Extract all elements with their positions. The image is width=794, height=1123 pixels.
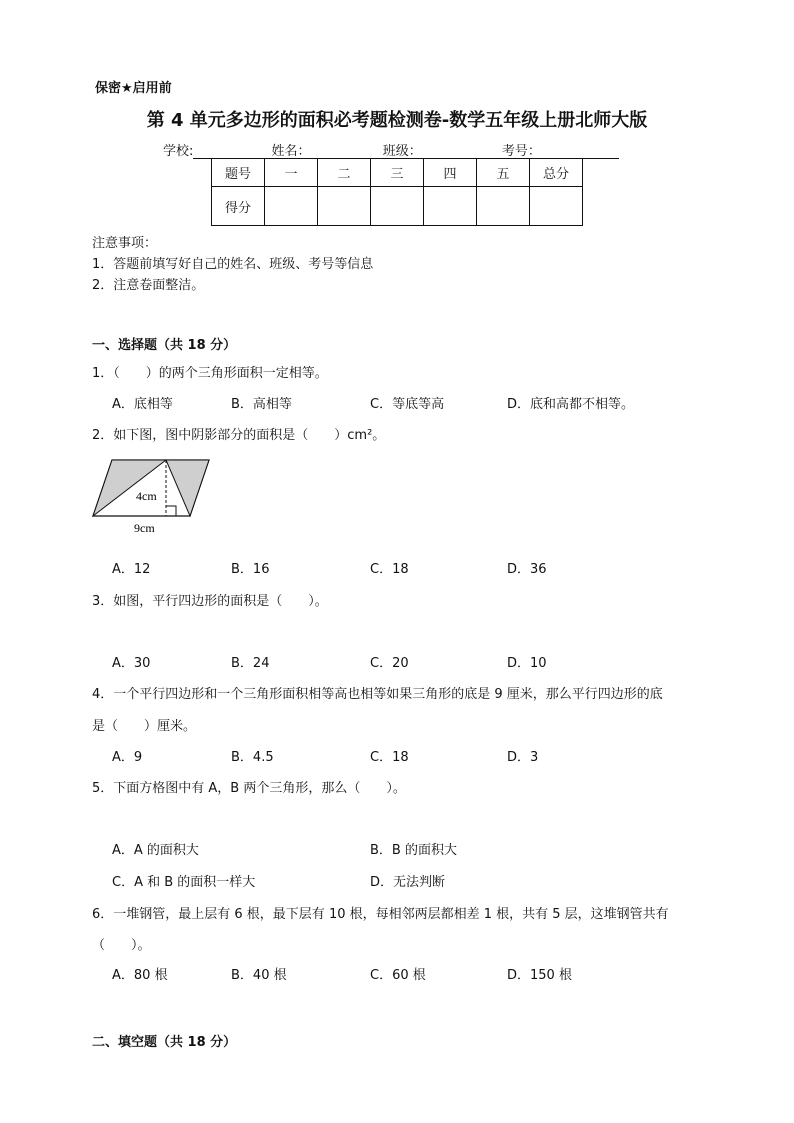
question-1-stem: 1．（ ）的两个三角形面积一定相等。 xyxy=(92,366,328,381)
q2-option-d[interactable]: D．36 xyxy=(507,562,547,577)
q4-option-a[interactable]: A．9 xyxy=(112,750,143,765)
table-cell: 三 xyxy=(371,159,424,187)
score-cell[interactable] xyxy=(477,187,530,226)
q3-option-b[interactable]: B．24 xyxy=(231,656,270,671)
table-cell: 二 xyxy=(318,159,371,187)
note-item: 2．注意卷面整洁。 xyxy=(92,278,205,293)
score-table xyxy=(211,158,583,226)
q1-option-c[interactable]: C．等底等高 xyxy=(370,397,445,412)
table-cell: 五 xyxy=(477,159,530,187)
question-3-stem: 3．如图，平行四边形的面积是（ ）。 xyxy=(92,594,328,609)
score-table-header-row xyxy=(212,159,583,187)
confidential-label: 保密★启用前 xyxy=(95,81,172,96)
school-blank xyxy=(193,144,267,159)
note-item: 1．答题前填写好自己的姓名、班级、考号等信息 xyxy=(92,257,374,272)
q6-option-d[interactable]: D．150 根 xyxy=(507,968,572,983)
table-cell: 四 xyxy=(424,159,477,187)
q2-option-a[interactable]: A．12 xyxy=(112,562,151,577)
table-cell: 总分 xyxy=(530,159,583,187)
score-cell[interactable] xyxy=(265,187,318,226)
q2-option-c[interactable]: C．18 xyxy=(370,562,409,577)
q3-option-d[interactable]: D．10 xyxy=(507,656,547,671)
student-info-line xyxy=(163,140,619,159)
q4-option-d[interactable]: D．3 xyxy=(507,750,539,765)
exam-number-blank xyxy=(541,144,619,159)
school-label: 学校: xyxy=(163,144,194,159)
question-6-stem-line-2: （ ）。 xyxy=(92,938,151,953)
question-4-stem-line-1: 4．一个平行四边形和一个三角形面积相等高也相等如果三角形的底是 9 厘米，那么平行四边形的底 xyxy=(92,687,663,702)
q4-option-b[interactable]: B．4.5 xyxy=(231,750,274,765)
exam-title: 第 4 单元多边形的面积必考题检测卷-数学五年级上册北师大版 xyxy=(146,110,648,131)
question-2-stem: 2．如下图，图中阴影部分的面积是（ ）cm²。 xyxy=(92,428,386,443)
q5-option-c[interactable]: C．A 和 B 的面积一样大 xyxy=(112,875,256,890)
score-cell[interactable] xyxy=(424,187,477,226)
parallelogram-figure xyxy=(90,454,215,539)
question-5-stem: 5．下面方格图中有 A，B 两个三角形，那么（ ）。 xyxy=(92,781,406,796)
q1-option-a[interactable]: A．底相等 xyxy=(112,397,173,412)
class-blank xyxy=(422,144,498,159)
score-cell[interactable] xyxy=(530,187,583,226)
q2-option-b[interactable]: B．16 xyxy=(231,562,270,577)
score-cell[interactable] xyxy=(318,187,371,226)
table-cell: 一 xyxy=(265,159,318,187)
notes-title: 注意事项： xyxy=(92,236,158,251)
name-label: 姓名： xyxy=(271,144,311,159)
q6-option-c[interactable]: C．60 根 xyxy=(370,968,426,983)
q1-option-b[interactable]: B．高相等 xyxy=(231,397,292,412)
table-cell: 得分 xyxy=(212,187,265,226)
table-cell: 题号 xyxy=(212,159,265,187)
class-label: 班级： xyxy=(382,144,422,159)
height-label: 4cm xyxy=(136,489,157,503)
score-table-score-row xyxy=(212,187,583,226)
q5-option-a[interactable]: A．A 的面积大 xyxy=(112,843,199,858)
score-cell[interactable] xyxy=(371,187,424,226)
q5-option-d[interactable]: D．无法判断 xyxy=(370,875,446,890)
question-6-stem-line-1: 6．一堆钢管，最上层有 6 根，最下层有 10 根，每相邻两层都相差 1 根，共有 5 层，这堆钢管共有 xyxy=(92,907,669,922)
q3-option-a[interactable]: A．30 xyxy=(112,656,151,671)
q4-option-c[interactable]: C．18 xyxy=(370,750,409,765)
section-title-fill-in: 二、填空题（共 18 分） xyxy=(92,1035,237,1050)
name-blank xyxy=(311,144,379,159)
section-title-choice: 一、选择题（共 18 分） xyxy=(92,338,237,353)
base-label: 9cm xyxy=(134,521,155,535)
q5-option-b[interactable]: B．B 的面积大 xyxy=(370,843,457,858)
q6-option-a[interactable]: A．80 根 xyxy=(112,968,168,983)
q1-option-d[interactable]: D．底和高都不相等。 xyxy=(507,397,635,412)
q6-option-b[interactable]: B．40 根 xyxy=(231,968,287,983)
exam-number-label: 考号： xyxy=(501,144,541,159)
question-4-stem-line-2: 是（ ）厘米。 xyxy=(92,719,197,734)
notes-block xyxy=(92,233,373,296)
q3-option-c[interactable]: C．20 xyxy=(370,656,409,671)
